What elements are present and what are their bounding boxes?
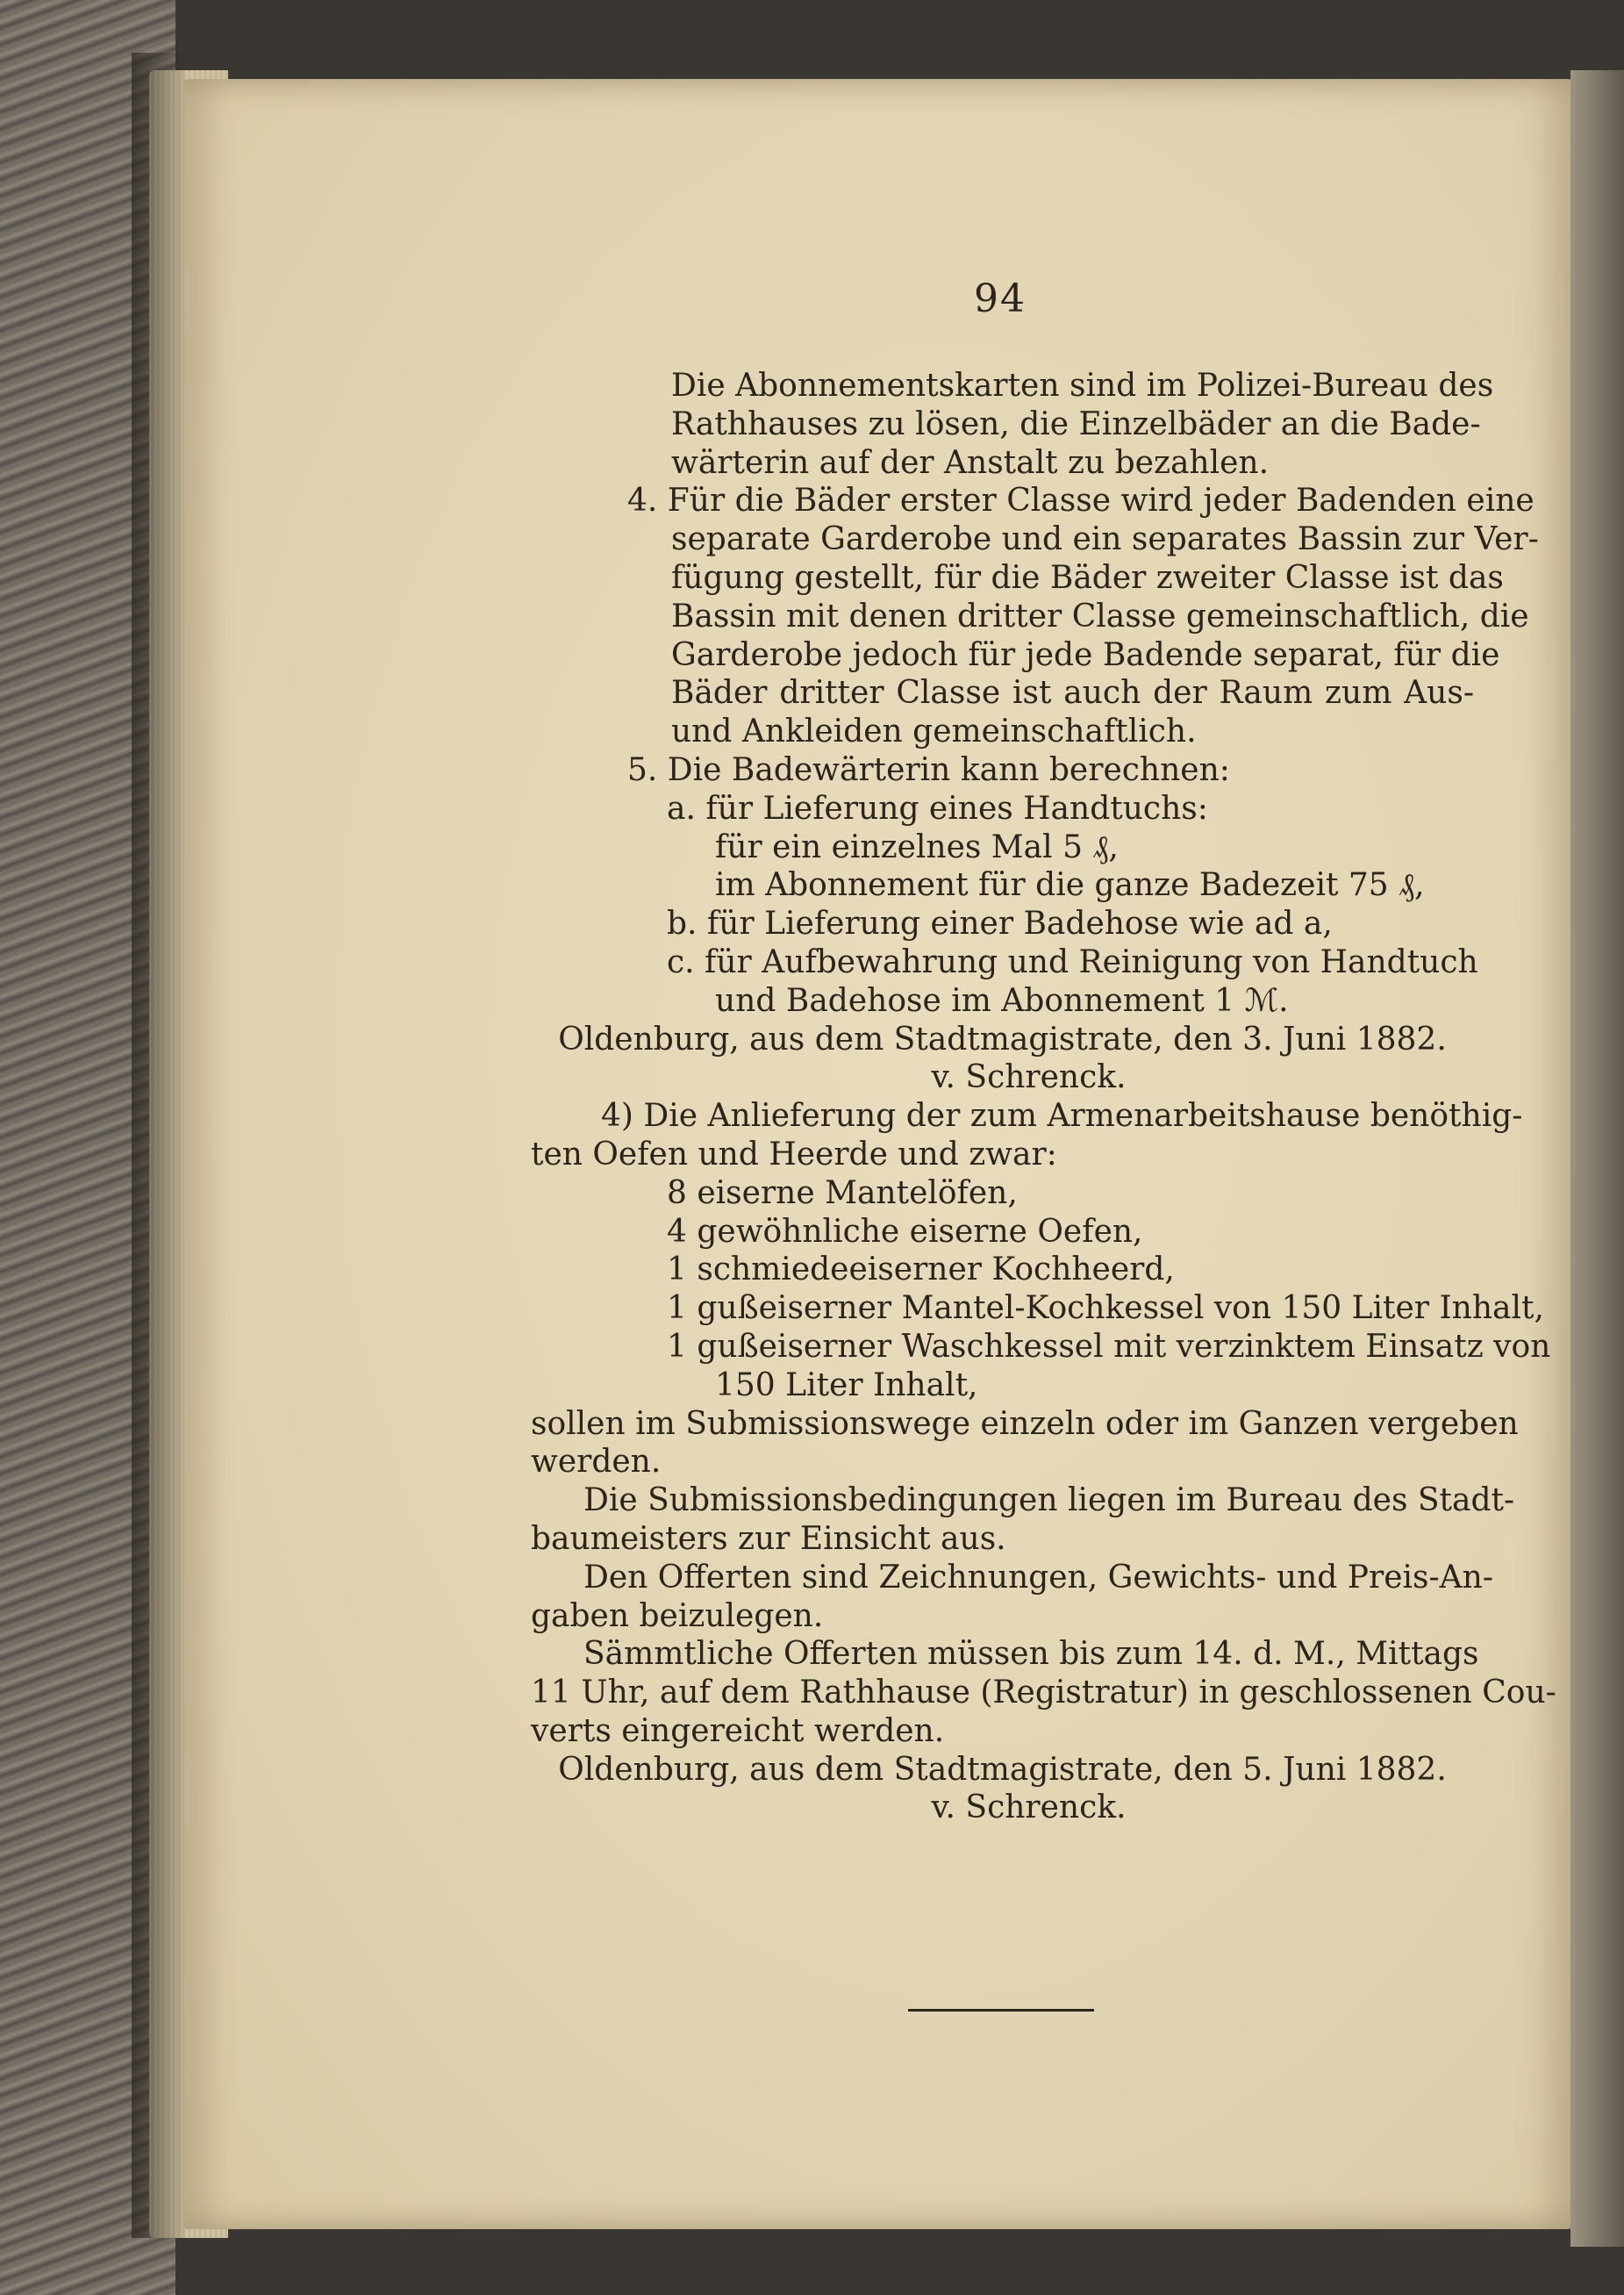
- text-line: und Ankleiden gemeinschaftlich.: [671, 714, 1197, 750]
- text-line: 4) Die Anlieferung der zum Armenarbeitshause benöthig-: [601, 1098, 1523, 1135]
- text-line: Oldenburg, aus dem Stadtmagistrate, den 3. Juni 1882.: [558, 1021, 1447, 1058]
- text-line: baumeisters zur Einsicht aus.: [531, 1520, 1006, 1557]
- text-line: v. Schrenck.: [931, 1059, 1127, 1096]
- binding-shadow: [132, 53, 184, 2238]
- text-line: b. für Lieferung einer Badehose wie ad a,: [667, 906, 1333, 943]
- text-line: c. für Aufbewahrung und Reinigung von Handtuch: [667, 943, 1478, 980]
- text-line: gaben beizulegen.: [531, 1597, 824, 1634]
- text-line: Die Submissionsbedingungen liegen im Bureau des Stadt-: [583, 1482, 1515, 1519]
- text-line: für ein einzelnes Mal 5 ₰,: [715, 828, 1119, 865]
- text-line: Die Abonnementskarten sind im Polizei-Bureau des: [671, 368, 1494, 404]
- text-line: fügung gestellt, für die Bäder zweiter Classe ist das: [671, 559, 1504, 596]
- text-line: sollen im Submissionswege einzeln oder im Ganzen vergeben: [531, 1405, 1519, 1442]
- text-line: 8 eiserne Mantelöfen,: [667, 1174, 1018, 1211]
- text-line: 4. Für die Bäder erster Classe wird jeder Badenden eine: [627, 483, 1535, 520]
- text-line: 150 Liter Inhalt,: [715, 1366, 978, 1403]
- text-line: werden.: [531, 1444, 662, 1481]
- text-line: verts eingereicht werden.: [531, 1712, 945, 1749]
- text-line: Garderobe jedoch für jede Badende separat, für die: [671, 636, 1500, 673]
- text-line: ten Oefen und Heerde und zwar:: [531, 1136, 1057, 1173]
- text-line: im Abonnement für die ganze Badezeit 75 ₰,: [715, 867, 1425, 904]
- text-line: 11 Uhr, auf dem Rathhause (Registratur) in geschlossenen Cou-: [531, 1675, 1556, 1711]
- text-line: und Badehose im Abonnement 1 ℳ.: [715, 982, 1289, 1019]
- text-line: Oldenburg, aus dem Stadtmagistrate, den 5. Juni 1882.: [558, 1751, 1447, 1788]
- page-number: 94: [974, 276, 1027, 321]
- text-line: wärterin auf der Anstalt zu bezahlen.: [671, 444, 1270, 481]
- text-line: 5. Die Badewärterin kann berechnen:: [627, 751, 1230, 788]
- text-line: 4 gewöhnliche eiserne Oefen,: [667, 1213, 1143, 1250]
- text-line: 1 schmiedeeiserner Kochheerd,: [667, 1251, 1175, 1288]
- text-line: Rathhauses zu lösen, die Einzelbäder an die Bade-: [671, 405, 1481, 442]
- text-line: separate Garderobe und ein separates Bassin zur Ver-: [671, 521, 1539, 558]
- page-body: [531, 367, 1556, 1827]
- text-line: Bäder dritter Classe ist auch der Raum zum Aus-: [671, 675, 1474, 712]
- text-line: Den Offerten sind Zeichnungen, Gewichts- und Preis-An-: [583, 1559, 1494, 1596]
- text-line: 1 gußeiserner Mantel-Kochkessel von 150 Liter Inhalt,: [667, 1290, 1544, 1327]
- facing-page-edge: [1570, 70, 1624, 2247]
- text-line: v. Schrenck.: [931, 1789, 1127, 1826]
- text-line: Sämmtliche Offerten müssen bis zum 14. d. M., Mittags: [583, 1636, 1479, 1673]
- text-line: Bassin mit denen dritter Classe gemeinschaftlich, die: [671, 598, 1529, 635]
- text-line: a. für Lieferung eines Handtuchs:: [667, 790, 1208, 827]
- text-line: 1 gußeiserner Waschkessel mit verzinktem Einsatz von: [667, 1328, 1551, 1365]
- closing-rule: [908, 2009, 1094, 2012]
